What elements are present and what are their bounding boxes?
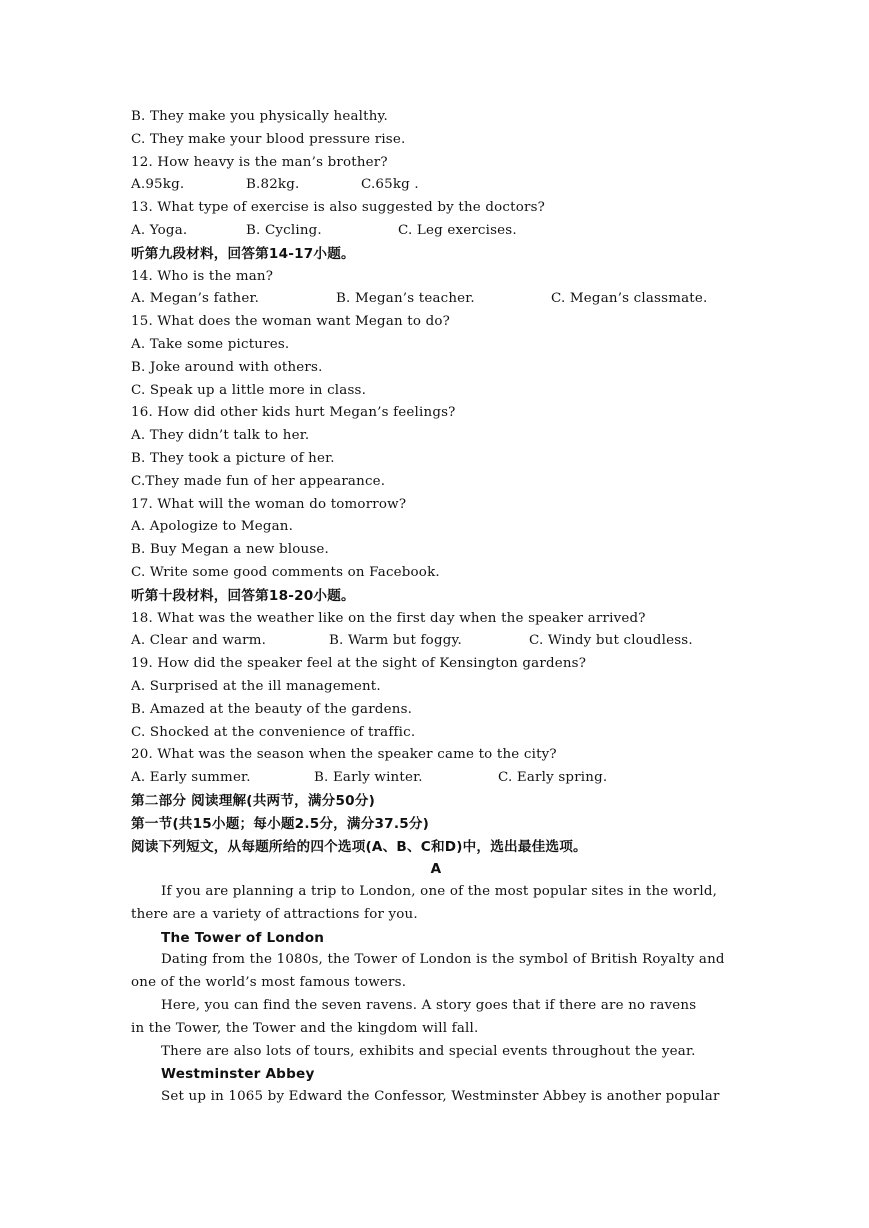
paragraph-line: Dating from the 1080s, the Tower of London is the symbol of British Royalty and	[161, 952, 725, 968]
question-14: 14. Who is the man?	[131, 268, 274, 284]
question-18-options	[131, 630, 741, 653]
question-19: 19. How did the speaker feel at the sight of Kensington gardens?	[131, 656, 587, 672]
paragraph-line: one of the world’s most famous towers.	[131, 975, 407, 991]
question-13-options	[131, 220, 741, 243]
option-c: C. Megan’s classmate.	[551, 291, 708, 307]
option-line: C. They make your blood pressure rise.	[131, 131, 406, 147]
paragraph-line: in the Tower, the Tower and the kingdom will fall.	[131, 1020, 479, 1036]
passage-letter: A	[430, 861, 442, 878]
subheading-westminster: Westminster Abbey	[161, 1066, 315, 1083]
option-c: C.They made fun of her appearance.	[131, 473, 386, 489]
option-b: B. Amazed at the beauty of the gardens.	[131, 701, 413, 717]
subheading-tower: The Tower of London	[161, 929, 325, 946]
option-a: A. They didn’t talk to her.	[131, 428, 310, 444]
exam-page	[131, 106, 741, 1109]
question-12-options	[131, 174, 741, 197]
paragraph-line: If you are planning a trip to London, one of the most popular sites in the world,	[161, 884, 718, 900]
option-c: C. Leg exercises.	[398, 222, 517, 238]
question-16: 16. How did other kids hurt Megan’s feelings?	[131, 405, 456, 421]
part-two-heading: 第二部分 阅读理解(共两节，满分50分)	[131, 792, 375, 809]
section-heading-9: 听第九段材料，回答第14-17小题。	[131, 245, 355, 262]
option-c: C. Shocked at the convenience of traffic.	[131, 724, 416, 740]
question-13: 13. What type of exercise is also suggested by the doctors?	[131, 200, 546, 216]
option-line: B. They make you physically healthy.	[131, 109, 388, 124]
option-c: C. Speak up a little more in class.	[131, 382, 367, 398]
question-20-options	[131, 767, 741, 790]
option-b: B. Buy Megan a new blouse.	[131, 542, 330, 558]
section-one-heading: 第一节(共15小题；每小题2.5分，满分37.5分)	[131, 815, 430, 832]
question-14-options	[131, 288, 741, 311]
paragraph-line: Set up in 1065 by Edward the Confessor, Westminster Abbey is another popular	[161, 1089, 720, 1105]
option-b: B. Megan’s teacher.	[336, 291, 475, 307]
paragraph-line: There are also lots of tours, exhibits and special events throughout the year.	[161, 1043, 696, 1059]
option-b: B.82kg.	[246, 177, 300, 193]
question-17: 17. What will the woman do tomorrow?	[131, 496, 407, 512]
option-a: A. Early summer.	[131, 770, 251, 786]
option-a: A. Take some pictures.	[131, 336, 290, 352]
option-c: C. Windy but cloudless.	[529, 633, 693, 649]
question-18: 18. What was the weather like on the first day when the speaker arrived?	[131, 610, 646, 626]
option-a: A.95kg.	[131, 177, 185, 193]
section-heading-10: 听第十段材料，回答第18-20小题。	[131, 587, 355, 604]
option-a: A. Clear and warm.	[131, 633, 267, 649]
option-b: B. Joke around with others.	[131, 359, 323, 375]
option-c: C. Early spring.	[498, 770, 608, 786]
option-b: B. They took a picture of her.	[131, 450, 335, 466]
option-a: A. Yoga.	[131, 222, 188, 238]
option-b: B. Early winter.	[314, 770, 423, 786]
option-c: C. Write some good comments on Facebook.	[131, 564, 440, 580]
question-20: 20. What was the season when the speaker came to the city?	[131, 747, 557, 763]
option-b: B. Warm but foggy.	[329, 633, 462, 649]
option-c: C.65kg .	[361, 177, 419, 193]
question-12: 12. How heavy is the man’s brother?	[131, 154, 388, 170]
option-a: A. Surprised at the ill management.	[131, 678, 381, 694]
question-15: 15. What does the woman want Megan to do?	[131, 314, 451, 330]
instructions: 阅读下列短文，从每题所给的四个选项(A、B、C和D)中，选出最佳选项。	[131, 838, 587, 855]
option-a: A. Megan’s father.	[131, 291, 260, 307]
paragraph-line: Here, you can find the seven ravens. A story goes that if there are no ravens	[161, 998, 697, 1014]
paragraph-line: there are a variety of attractions for you.	[131, 906, 418, 922]
option-b: B. Cycling.	[246, 222, 322, 238]
option-a: A. Apologize to Megan.	[131, 519, 294, 535]
